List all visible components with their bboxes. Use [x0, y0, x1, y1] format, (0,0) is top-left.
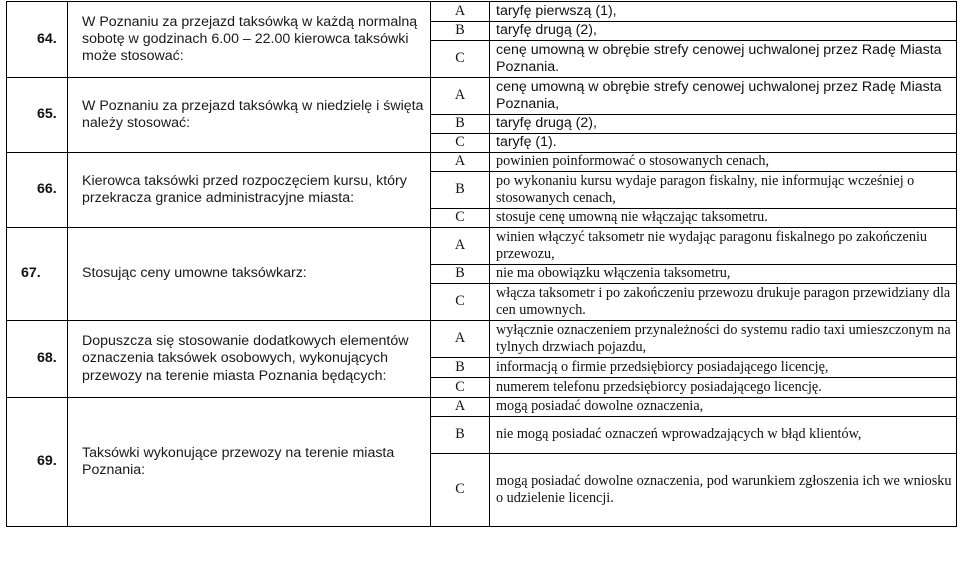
- answer-letter: B: [431, 172, 490, 209]
- answer-letter: A: [431, 321, 490, 358]
- answer-text: cenę umowną w obrębie strefy cenowej uchwalonej przez Radę Miasta Poznania.: [490, 41, 957, 78]
- answer-text: mogą posiadać dowolne oznaczenia,: [490, 398, 957, 417]
- answer-letter: B: [431, 417, 490, 454]
- answer-text: informacją o firmie przedsiębiorcy posiadającego licencję,: [490, 358, 957, 378]
- answer-letter: A: [431, 2, 490, 22]
- question-number: 64.: [7, 2, 68, 78]
- answer-letter: C: [431, 209, 490, 228]
- answer-letter: C: [431, 41, 490, 78]
- answer-letter: A: [431, 78, 490, 115]
- question-text: Dopuszcza się stosowanie dodatkowych elementów oznaczenia taksówek osobowych, wykonujących przewozy na terenie miasta Poznania będących:: [68, 321, 431, 398]
- question-number: 68.: [7, 321, 68, 398]
- answer-text: powinien poinformować o stosowanych cenach,: [490, 153, 957, 172]
- answer-text: nie mogą posiadać oznaczeń wprowadzających w błąd klientów,: [490, 417, 957, 454]
- table-row: [7, 2, 957, 22]
- question-text: W Poznaniu za przejazd taksówką w każdą normalną sobotę w godzinach 6.00 – 22.00 kierowca taksówki może stosować:: [68, 2, 431, 78]
- question-number: 67.: [7, 228, 68, 321]
- table-row: [7, 321, 957, 358]
- answer-letter: C: [431, 454, 490, 527]
- question-text: W Poznaniu za przejazd taksówką w niedzielę i święta należy stosować:: [68, 78, 431, 153]
- table-row: [7, 228, 957, 265]
- answer-letter: C: [431, 284, 490, 321]
- answer-letter: C: [431, 134, 490, 153]
- answer-letter: C: [431, 378, 490, 398]
- table-row: [7, 78, 957, 115]
- answer-text: taryfę pierwszą (1),: [490, 2, 957, 22]
- question-text: Kierowca taksówki przed rozpoczęciem kursu, który przekracza granice administracyjne miasta:: [68, 153, 431, 228]
- answer-text: taryfę drugą (2),: [490, 22, 957, 41]
- answer-text: włącza taksometr i po zakończeniu przewozu drukuje paragon przewidziany dla cen umownych.: [490, 284, 957, 321]
- answer-letter: B: [431, 22, 490, 41]
- answer-text: stosuje cenę umowną nie włączając taksometru.: [490, 209, 957, 228]
- answer-letter: B: [431, 358, 490, 378]
- answer-text: winien włączyć taksometr nie wydając paragonu fiskalnego po zakończeniu przewozu,: [490, 228, 957, 265]
- question-text: Stosując ceny umowne taksówkarz:: [68, 228, 431, 321]
- answer-text: po wykonaniu kursu wydaje paragon fiskalny, nie informując wcześniej o stosowanych cenach,: [490, 172, 957, 209]
- question-number: 66.: [7, 153, 68, 228]
- question-number: 69.: [7, 398, 68, 527]
- question-text: Taksówki wykonujące przewozy na terenie miasta Poznania:: [68, 398, 431, 527]
- answer-text: taryfę (1).: [490, 134, 957, 153]
- answer-letter: A: [431, 153, 490, 172]
- table-row: [7, 153, 957, 172]
- answer-letter: B: [431, 115, 490, 134]
- answer-letter: A: [431, 398, 490, 417]
- answer-text: mogą posiadać dowolne oznaczenia, pod warunkiem zgłoszenia ich we wniosku o udzielenie licencji.: [490, 454, 957, 527]
- answer-text: wyłącznie oznaczeniem przynależności do systemu radio taxi umieszczonym na tylnych drzwiach pojazdu,: [490, 321, 957, 358]
- answer-text: cenę umowną w obrębie strefy cenowej uchwalonej przez Radę Miasta Poznania,: [490, 78, 957, 115]
- question-number: 65.: [7, 78, 68, 153]
- answer-text: taryfę drugą (2),: [490, 115, 957, 134]
- question-table: [6, 1, 957, 527]
- answer-text: nie ma obowiązku włączenia taksometru,: [490, 265, 957, 284]
- answer-text: numerem telefonu przedsiębiorcy posiadającego licencję.: [490, 378, 957, 398]
- answer-letter: A: [431, 228, 490, 265]
- table-row: [7, 398, 957, 417]
- answer-letter: B: [431, 265, 490, 284]
